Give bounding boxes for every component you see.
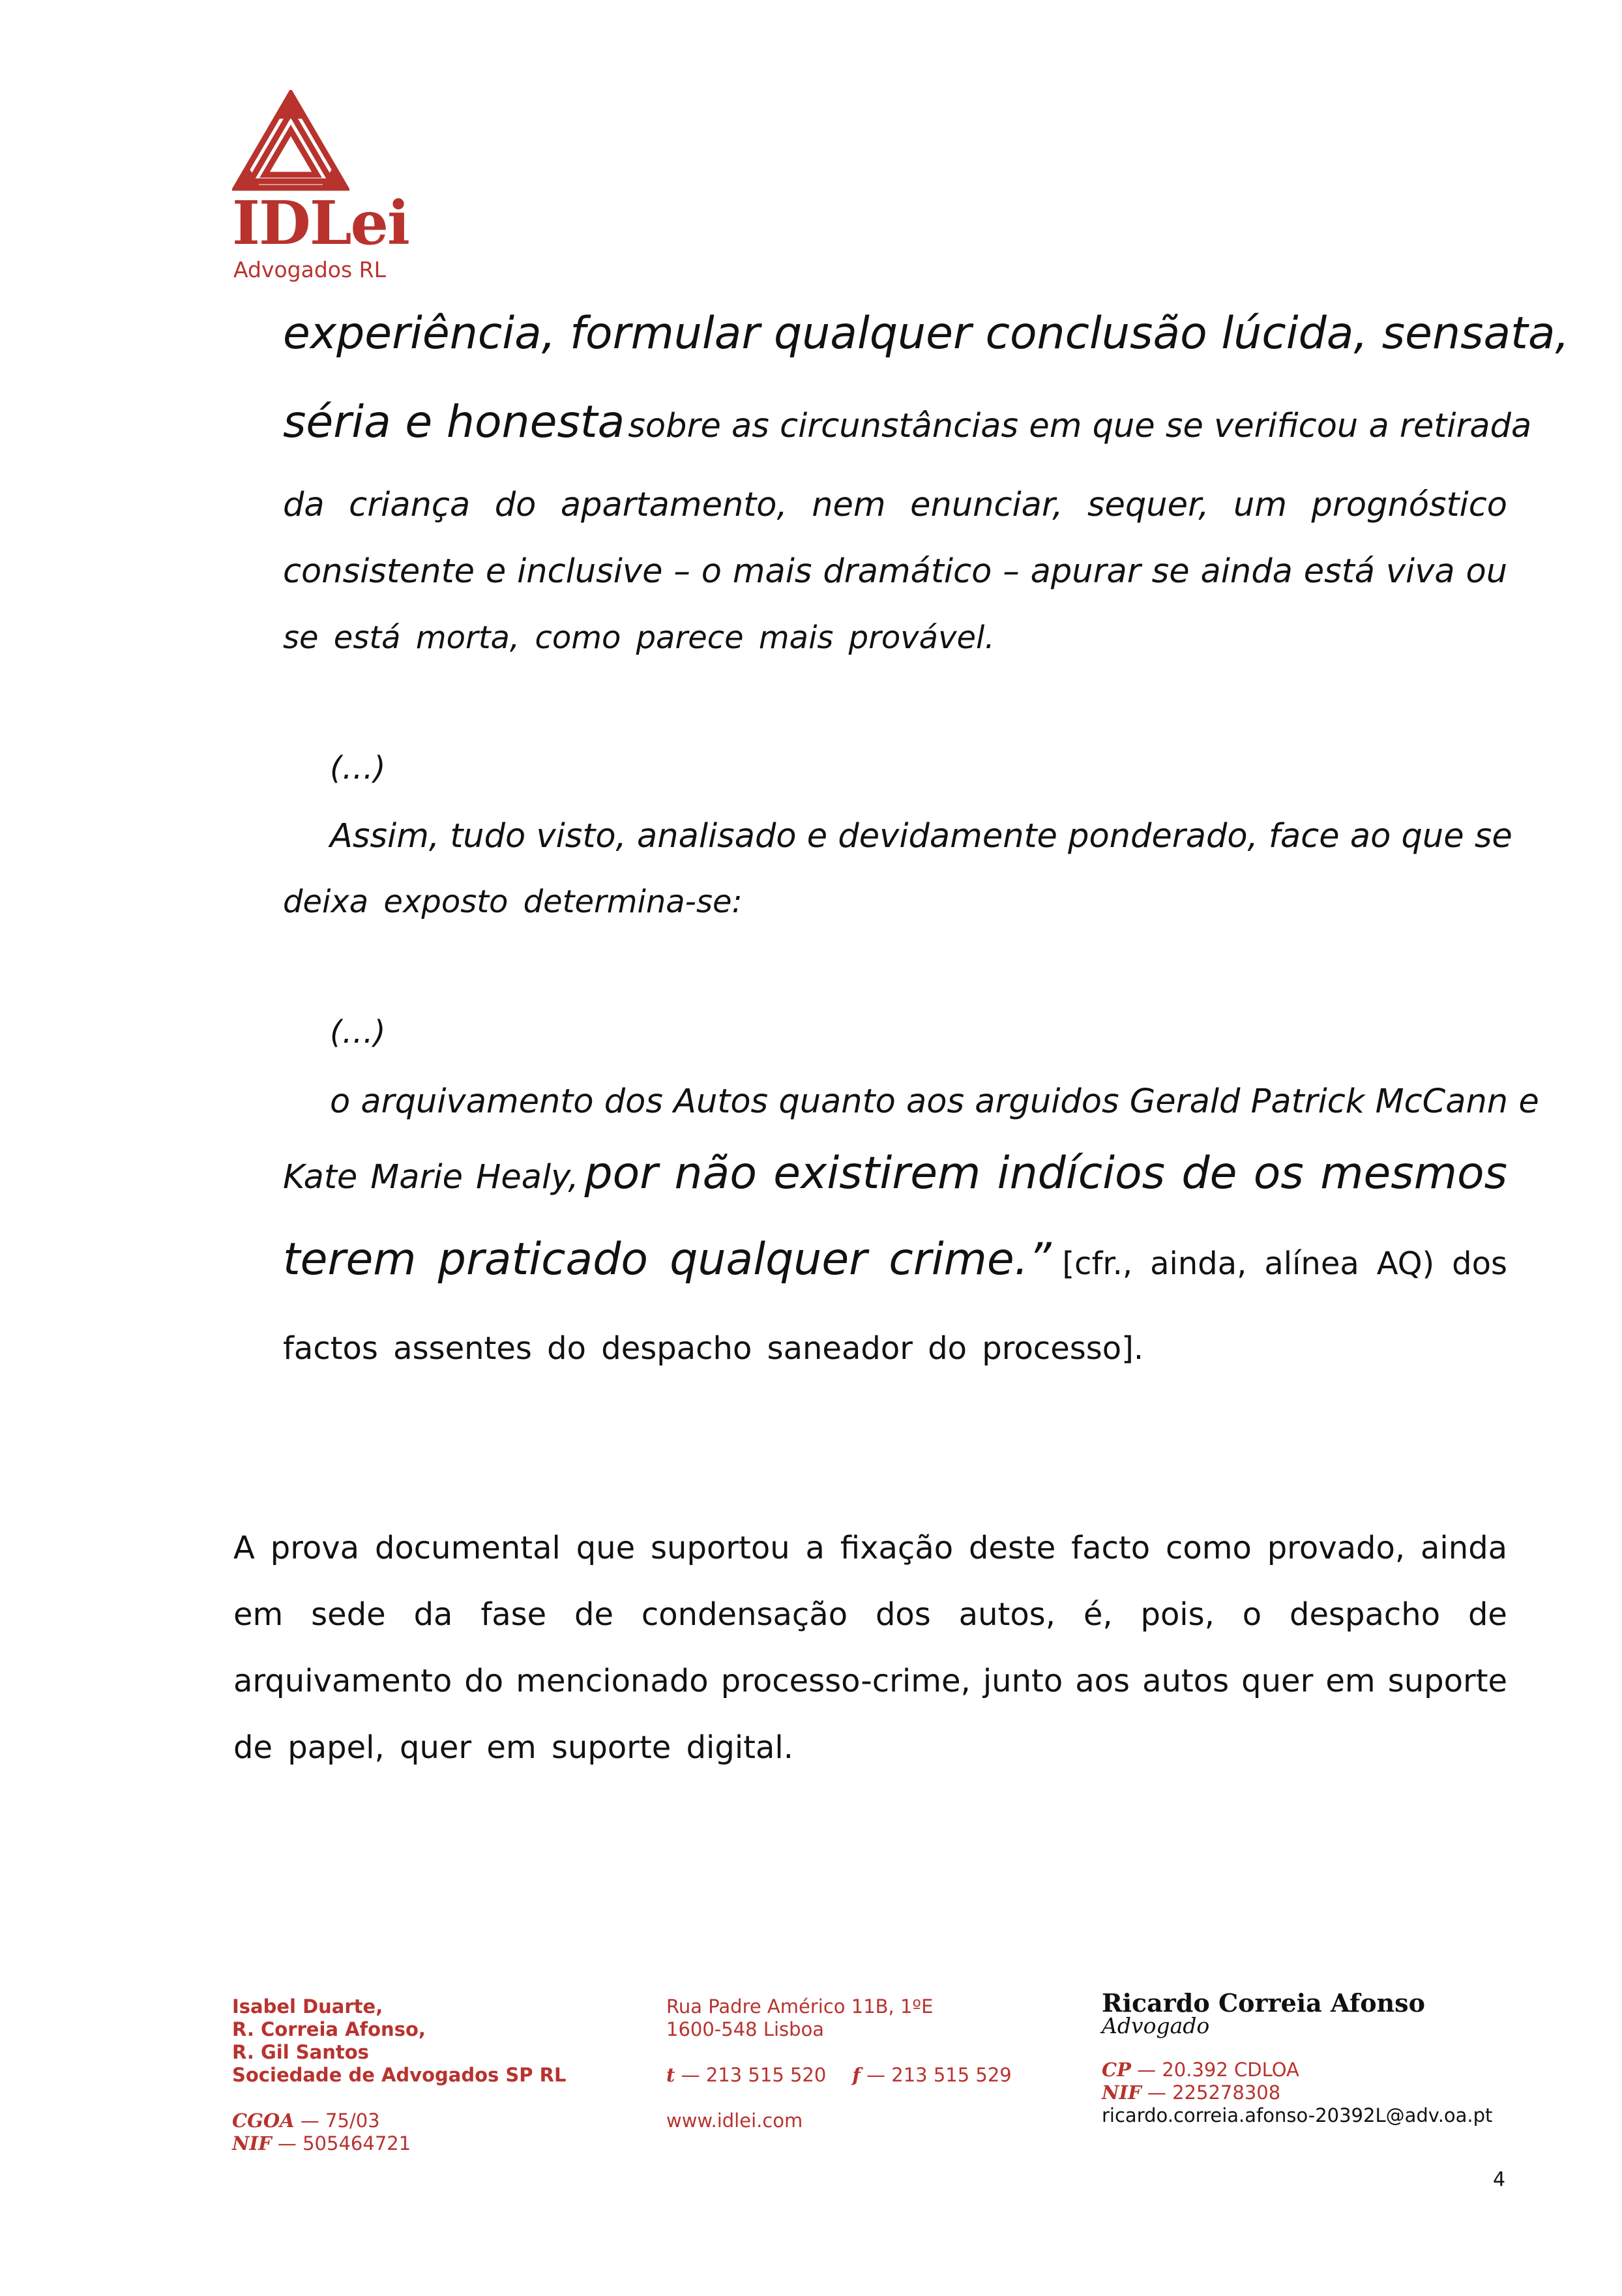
word: sede — [311, 1596, 386, 1633]
word: e — [485, 552, 507, 591]
word: ainda — [1421, 1530, 1508, 1566]
word: condensação — [641, 1596, 848, 1633]
logo-subtitle: Advogados RL — [233, 257, 386, 282]
citation-text: [cfr., ainda, alínea AQ) dos — [1062, 1245, 1507, 1282]
lawyer-nif-line: NIF — 225278308 — [1102, 2081, 1281, 2104]
word: experiência, — [283, 308, 556, 359]
word: consistente — [283, 552, 475, 591]
word: que — [576, 1530, 636, 1566]
word: – — [673, 552, 690, 591]
word: suporte — [1387, 1663, 1508, 1699]
quote-line-10 — [330, 1082, 1539, 1121]
firm-line: Sociedade de Advogados SP RL — [232, 2064, 567, 2086]
word: de — [574, 1596, 614, 1633]
word: o — [701, 552, 722, 591]
word: autos, — [958, 1596, 1055, 1633]
word: aos — [906, 1082, 965, 1121]
firm-line: Isabel Duarte, — [232, 1995, 383, 2018]
word: suportou — [651, 1530, 790, 1566]
word: provado, — [1267, 1530, 1406, 1566]
word: processo-crime, — [720, 1663, 971, 1699]
word: em — [1325, 1663, 1376, 1699]
firm-line: R. Gil Santos — [232, 2041, 369, 2063]
word: é, — [1083, 1596, 1113, 1633]
word: ao — [1349, 817, 1391, 856]
word: o — [330, 1082, 351, 1121]
footer-lawyer-block — [1102, 1990, 1492, 2127]
word: arquivamento — [233, 1663, 452, 1699]
word: analisado — [637, 817, 797, 856]
word: prognóstico — [1311, 486, 1507, 524]
email-link[interactable]: ricardo.correia.afonso-20392L@adv.oa.pt — [1102, 2104, 1493, 2126]
word: Autos — [673, 1082, 769, 1121]
lawyer-title: Advogado — [1102, 2013, 1210, 2038]
word: arguidos — [975, 1082, 1119, 1121]
quote-line-7 — [330, 817, 1512, 856]
word: visto, — [536, 817, 627, 856]
word: junto — [982, 1663, 1063, 1699]
word: conclusão — [985, 308, 1207, 359]
word: pois, — [1140, 1596, 1215, 1633]
address-line: Rua Padre Américo 11B, 1ºE — [666, 1995, 934, 2018]
word: se — [1474, 817, 1512, 856]
word: arquivamento — [361, 1082, 594, 1121]
word: facto — [1071, 1530, 1151, 1566]
address-line: 1600-548 Lisboa — [666, 2018, 825, 2040]
body-line-1 — [233, 1530, 1507, 1566]
footer-contact-block — [666, 1995, 1012, 2132]
word: devidamente — [838, 817, 1057, 856]
ellipsis-1: (…) — [330, 750, 386, 786]
quote-line-2 — [283, 396, 1532, 448]
word: dramático — [823, 552, 992, 591]
firm-nif-line: NIF — 505464721 — [232, 2132, 411, 2154]
word: despacho — [1290, 1596, 1441, 1633]
body-line-4: de papel, quer em suporte digital. — [233, 1729, 793, 1766]
word: criança — [349, 486, 471, 524]
page-number: 4 — [1493, 2168, 1506, 2191]
logo-name: IDLei — [232, 188, 409, 258]
word: dos — [604, 1082, 663, 1121]
firm-line: R. Correia Afonso, — [232, 2018, 426, 2040]
word: e — [806, 817, 828, 856]
word: quanto — [778, 1082, 896, 1121]
word: inclusive — [517, 552, 663, 591]
word: viva — [1385, 552, 1455, 591]
ellipsis-2: (…) — [330, 1014, 386, 1051]
word: apartamento, — [560, 486, 788, 524]
word: tudo — [450, 817, 526, 856]
word: sensata, — [1381, 308, 1570, 359]
word: dos — [875, 1596, 931, 1633]
word: se — [1151, 552, 1190, 591]
word: face — [1268, 817, 1340, 856]
quote-line-3 — [283, 486, 1507, 524]
quote-line-5: se está morta, como parece mais provável. — [283, 619, 995, 656]
word: a — [805, 1530, 825, 1566]
emphasis-text: séria e honesta — [283, 396, 625, 448]
emphasis-text: terem praticado qualquer crime.” — [283, 1234, 1052, 1285]
word: lúcida, — [1221, 308, 1368, 359]
word: Assim, — [330, 817, 440, 856]
word: ponderado, — [1068, 817, 1258, 856]
word: do — [494, 486, 537, 524]
word: de — [1467, 1596, 1507, 1633]
emphasis-text: por não existirem indícios de os mesmos — [584, 1148, 1507, 1199]
quote-text: Kate Marie Healy, — [283, 1158, 579, 1197]
firm-logo — [232, 90, 415, 286]
cgoa-line: CGOA — 75/03 — [232, 2110, 380, 2132]
logo-triangle-icon — [232, 90, 349, 194]
word: quer — [1241, 1663, 1314, 1699]
word: da — [413, 1596, 453, 1633]
word: está — [1303, 552, 1375, 591]
word: como — [1165, 1530, 1252, 1566]
word: em — [233, 1596, 284, 1633]
word: e — [1518, 1082, 1539, 1121]
word: aos — [1075, 1663, 1130, 1699]
word: ainda — [1200, 552, 1293, 591]
word: documental — [374, 1530, 561, 1566]
word: fixação — [840, 1530, 954, 1566]
body-line-2 — [233, 1596, 1507, 1633]
word: sequer, — [1087, 486, 1209, 524]
word: o — [1242, 1596, 1262, 1633]
phone-fax-line: t — 213 515 520 f — 213 515 529 — [666, 2064, 1012, 2086]
word: um — [1233, 486, 1288, 524]
word: McCann — [1375, 1082, 1509, 1121]
word: prova — [270, 1530, 360, 1566]
website-link[interactable]: www.idlei.com — [666, 2110, 803, 2132]
word: da — [283, 486, 325, 524]
word: autos — [1142, 1663, 1230, 1699]
word: mais — [732, 552, 812, 591]
quote-line-8: deixa exposto determina-se: — [283, 884, 743, 920]
footer-firm-block — [232, 1995, 566, 2155]
word: formular — [570, 308, 760, 359]
word: ou — [1466, 552, 1508, 591]
word: enunciar, — [910, 486, 1063, 524]
word: – — [1003, 552, 1020, 591]
word: nem — [812, 486, 886, 524]
word: A — [233, 1530, 255, 1566]
quote-line-12 — [283, 1234, 1507, 1285]
word: apurar — [1030, 552, 1141, 591]
quote-text: sobre as circunstâncias em que se verificou a retirada — [628, 407, 1532, 445]
word: do — [464, 1663, 504, 1699]
quote-line-4 — [283, 552, 1507, 591]
cp-line: CP — 20.392 CDLOA — [1102, 2059, 1299, 2081]
word: qualquer — [774, 308, 971, 359]
word: deste — [968, 1530, 1056, 1566]
lawyer-name: Ricardo Correia Afonso — [1102, 1988, 1425, 2018]
word: mencionado — [516, 1663, 709, 1699]
word: fase — [480, 1596, 547, 1633]
word: que — [1401, 817, 1464, 856]
quote-line-13: factos assentes do despacho saneador do processo]. — [283, 1330, 1144, 1367]
quote-line-11 — [283, 1148, 1507, 1199]
quote-line-1 — [283, 308, 1570, 359]
body-line-3 — [233, 1663, 1507, 1699]
word: Patrick — [1250, 1082, 1365, 1121]
word: Gerald — [1129, 1082, 1241, 1121]
